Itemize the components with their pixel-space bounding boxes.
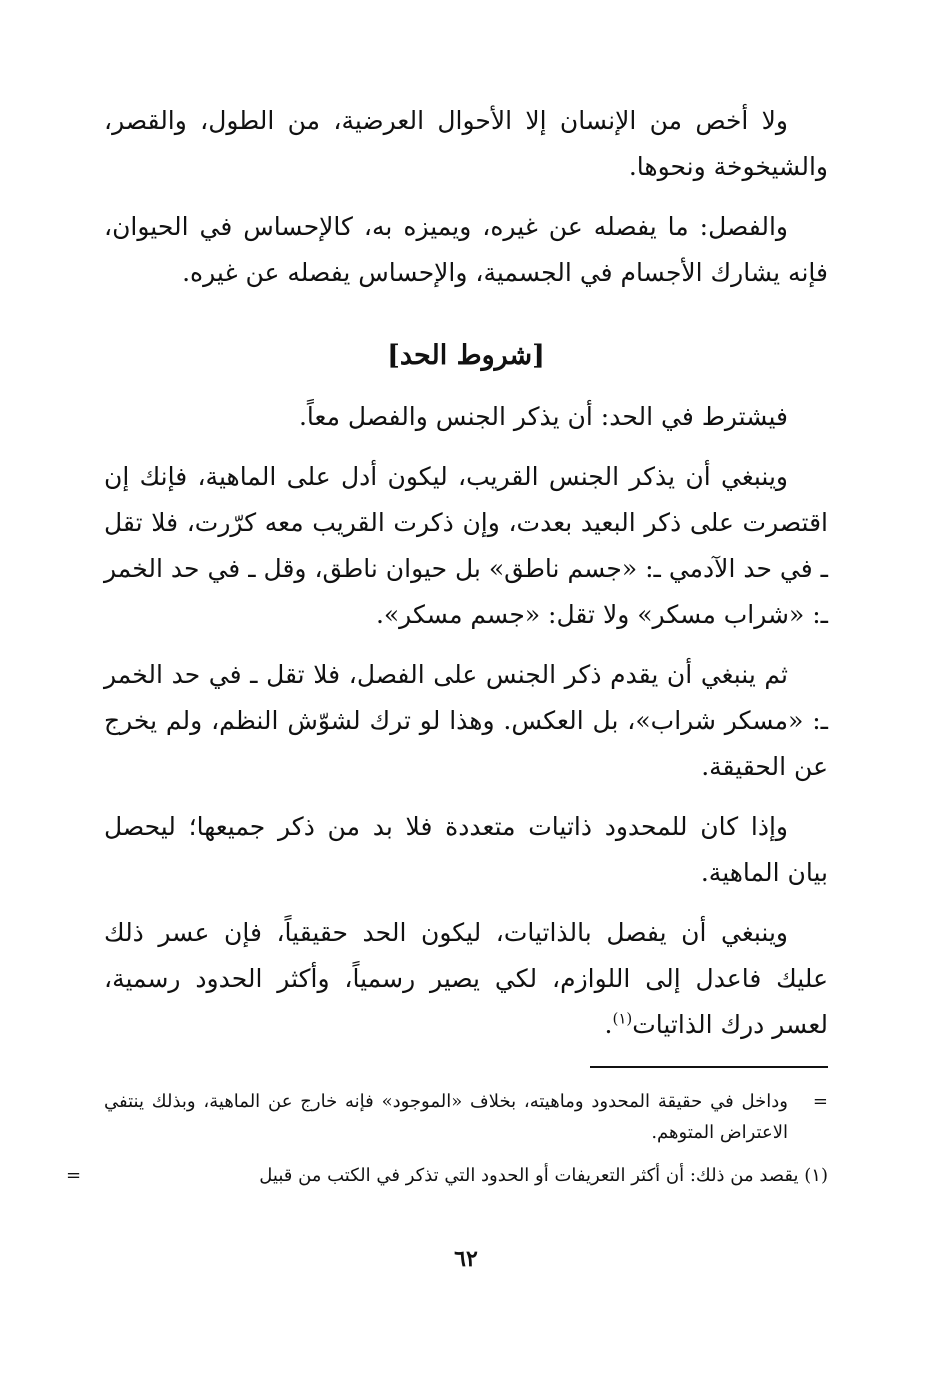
paragraph-essentials-separation (104, 910, 828, 1048)
paragraph-essentials-text: وينبغي أن يفصل بالذاتيات، ليكون الحد حقيقياً، فإن عسر ذلك عليك فاعدل إلى اللوازم، لكي يصير رسمياً، وأكثر الحدود رسمية، لعسر درك الذاتيات (104, 918, 828, 1039)
footnote-1-text: يقصد من ذلك: أن أكثر التعريفات أو الحدود التي تذكر في الكتب من قبيل (259, 1165, 799, 1186)
footnote-1 (66, 1160, 828, 1191)
footnote-divider (590, 1066, 828, 1068)
paragraph-condition: فيشترط في الحد: أن يذكر الجنس والفصل معاً. (298, 402, 788, 431)
main-text-block (104, 394, 828, 1048)
footnote-1-continues-marker: = (66, 1165, 82, 1186)
paragraph-end-mark: . (604, 1010, 613, 1039)
footnote-continuation (104, 1086, 828, 1148)
footnote-reference-1: (١) (612, 1009, 633, 1028)
footnote-1-marker: (١) (804, 1165, 828, 1186)
top-text-block (104, 98, 828, 296)
paragraph-genus-order: ثم ينبغي أن يقدم ذكر الجنس على الفصل، فلا تقل ـ في حد الخمر ـ: «مسكر شراب»، بل العكس. وهذا لو ترك لشوّش النظم، ولم يخرج عن الحقيقة. (104, 660, 828, 781)
continuation-marker: = (812, 1091, 828, 1112)
paragraph-differentia: والفصل: ما يفصله عن غيره، ويميزه به، كالإحساس في الحيوان، فإنه يشارك الأجسام في الجسمية، والإحساس يفصله عن غيره. (104, 212, 828, 287)
footnotes-block (66, 1086, 828, 1191)
paragraph-multiple-essentials: وإذا كان للمحدود ذاتيات متعددة فلا بد من ذكر جميعها؛ ليحصل بيان الماهية. (104, 812, 828, 887)
page-number: ٦٢ (454, 1246, 478, 1272)
paragraph-accidents: ولا أخص من الإنسان إلا الأحوال العرضية، من الطول، والقصر، والشيخوخة ونحوها. (104, 106, 828, 181)
section-heading: [شروط الحد] (387, 340, 545, 371)
footnote-continuation-text: وداخل في حقيقة المحدود وماهيته، بخلاف «الموجود» فإنه خارج عن الماهية، وبذلك ينتفي الاعتراض المتوهم. (104, 1091, 788, 1143)
paragraph-near-genus: وينبغي أن يذكر الجنس القريب، ليكون أدل على الماهية، فإنك إن اقتصرت على ذكر البعيد بعدت، وإن ذكرت القريب معه كرّرت، فلا تقل ـ في حد الآدمي ـ: «جسم ناطق» بل حيوان ناطق، وقل ـ في حد الخمر ـ: «شراب مسكر» ولا تقل: «جسم مسكر». (104, 462, 828, 629)
